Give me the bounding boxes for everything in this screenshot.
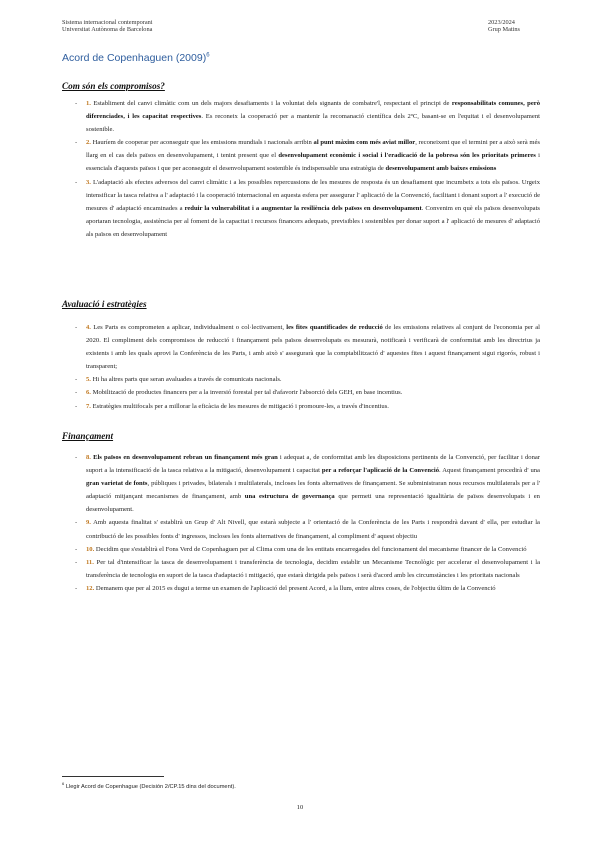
item-text-bold: reduir la vulnerabilitat i a augmentar la resiliència dels països en desenvolupament bbox=[184, 204, 422, 212]
item-text: Hauríem de cooperar per aconseguir que les emissions mundials i nacionals arribin bbox=[90, 139, 314, 147]
item-text-bold: responsabilitats comunes, però diferenciades, i les capacitat respectives bbox=[86, 100, 540, 121]
list-dash: - bbox=[75, 454, 78, 461]
item-text: Les Parts es comprometen a aplicar, individualment o col·lectivament, bbox=[90, 324, 287, 331]
footnote-mark: 6 bbox=[62, 781, 65, 786]
list-item bbox=[62, 400, 540, 413]
item-text: , públiques i privades, bilaterals i multilaterals, incloses les fonts alternatives de finançament. Se subministraran nous recursos multilaterals per a l' adaptació mitjançant mecanismes de finançament, amb bbox=[86, 480, 540, 501]
list-dash: - bbox=[75, 376, 78, 384]
item-number: 6. bbox=[86, 389, 91, 397]
item-text: de les emissions relatives al conjunt de l'economia per al 2020. El compliment dels compromisos de reducció i finançament pels països desenvolupats es mesurarà, notificarà i verificarà de conformitat amb les directrius ja existents i amb les quals aprovi la Conferència de les Parts, i amb això s' assegurarà que la comptabilització d' aquestes fites i aquest finançament sigui rigorós, robust i transparent; bbox=[86, 324, 540, 371]
footnote-text: Llegir Acord de Copenhague (Decisión 2/CP.15 dins del document). bbox=[64, 783, 236, 790]
item-text: que permeti una representació igualitària de països desenvolupats i en desenvolupament. bbox=[86, 493, 540, 514]
item-text: . Aquest finançament procedirà d' una bbox=[439, 467, 540, 475]
section-heading: Avaluació i estratègies bbox=[62, 299, 147, 309]
section-list bbox=[62, 97, 540, 241]
item-text-bold: Els països en desenvolupament rebran un finançament més gran bbox=[90, 454, 278, 461]
header-right bbox=[488, 19, 520, 34]
item-text: Estratègies multifocals per a millorar la eficàcia de les mesures de mitigació i promoure-les, a través d'incentius. bbox=[90, 402, 389, 410]
item-text: Establiment del canvi climàtic com un dels majors desafiaments i la voluntat dels signants de combatre'l, respectant el principi de bbox=[90, 100, 452, 107]
list-dash: - bbox=[75, 402, 78, 410]
item-text-bold: una estructura de governança bbox=[244, 493, 335, 501]
list-dash: - bbox=[75, 545, 78, 553]
title-text: Acord de Copenhaguen (2009) bbox=[62, 52, 207, 64]
item-text: . Convenim en què els països desenvolupats aportaran tecnologia, assistència per al foment de la capacitat i recursos financers adequats, previsibles i sostenibles per donar suport a l' aplicació de mesures d' adaptació als països en desenvolupament bbox=[86, 204, 540, 238]
header-year: 2023/2024 bbox=[488, 19, 515, 26]
list-dash: - bbox=[75, 389, 78, 397]
section-list bbox=[62, 321, 540, 413]
item-text-bold: per a reforçar l'aplicació de la Convenció bbox=[321, 467, 440, 475]
list-item bbox=[62, 97, 540, 136]
item-number: 2. bbox=[86, 139, 91, 147]
document-title bbox=[62, 52, 210, 64]
item-text: Demanem que per al 2015 es dugui a terme un examen de l'aplicació del present Acord, a la llum, entre altres coses, de l'objectiu últim de la Convenció bbox=[94, 584, 496, 592]
section-heading: Finançament bbox=[62, 431, 114, 441]
item-number: 12. bbox=[86, 584, 95, 592]
page-number: 10 bbox=[296, 804, 304, 811]
item-text: Amb aquesta finalitat s' establirà un Grup d' Alt Nivell, que estarà subjecte a l' orientació de la Conferència de les Parts i respondrà davant d' ella, per estudiar la contribució de les possibles fonts d' ingressos, incloses les fonts alternatives de finançament, al compliment d' aquest objectiu bbox=[86, 519, 540, 540]
list-item bbox=[62, 373, 540, 386]
list-item bbox=[62, 451, 540, 516]
list-item bbox=[62, 582, 540, 595]
list-item bbox=[62, 136, 540, 175]
list-dash: - bbox=[75, 519, 78, 527]
list-item bbox=[62, 556, 540, 582]
header-course: Sistema internacional contemporani bbox=[62, 19, 153, 26]
item-text: i adequat a, de conformitat amb les disposicions pertinents de la Convenció, per facilitar i donar suport a la intensificació de la tasca relativa a la mitigació, desenvolupament i capacitat bbox=[86, 454, 540, 475]
header-left bbox=[62, 19, 153, 34]
item-text-bold: les fites quantificades de reducció bbox=[286, 324, 383, 331]
list-dash: - bbox=[75, 558, 78, 566]
item-number: 1. bbox=[86, 100, 91, 107]
list-dash: - bbox=[75, 584, 78, 592]
item-text-bold: desenvolupament amb baixes emissions bbox=[385, 165, 497, 173]
item-text: Mobilització de productes financers per a la inversió forestal per tal d'afavorir l'absorció dels GEH, en base incentius. bbox=[90, 389, 403, 397]
section-list bbox=[62, 451, 540, 595]
item-text: Hi ha altres parts que seran avaluades a través de comunicats nacionals. bbox=[90, 376, 282, 384]
item-text-bold: desenvolupament econòmic i social i l'eradicació de la pobresa són les prioritats primeres bbox=[278, 152, 536, 160]
item-text: L'adaptació als efectes adversos del canvi climàtic i a les possibles repercussions de les mesures de resposta és un desafiament que incumbeix a tots els països. Urgeix intensificar la tasca relativa a l' adaptació i la cooperació internacional en aquesta esfera per assegurar l' aplicació de la Convenció, facilitant i donant suport a l' execució de mesures d' adaptació encaminades a bbox=[86, 178, 540, 212]
item-text: , reconeixent que el termini per a això serà més llarg en el cas dels països en desenvolupament, i tenint present que el bbox=[86, 139, 540, 160]
list-dash: - bbox=[75, 178, 78, 186]
item-text-bold: gran varietat de fonts bbox=[86, 480, 148, 488]
list-item bbox=[62, 321, 540, 373]
list-dash: - bbox=[75, 100, 78, 107]
item-number: 5. bbox=[86, 376, 91, 384]
list-item bbox=[62, 176, 540, 241]
item-text: i essencials d'aquests països i que per aconseguir el desenvolupament sostenible és indispensable una estratègia de bbox=[86, 152, 540, 173]
item-number: 11. bbox=[86, 558, 94, 566]
list-item bbox=[62, 386, 540, 399]
item-number: 10. bbox=[86, 545, 95, 553]
item-text: Per tal d'intensificar la tasca de desenvolupament i transferència de tecnologia, decidim establir un Mecanisme Tecnològic per accelerar el desenvolupament i la transferència de tecnologia en suport de la tasca d'adaptació i mitigació, que estarà dirigida pels països i serà d'acord amb les circumstàncies i les prioritats nacionals bbox=[86, 558, 540, 579]
footnote-divider bbox=[62, 776, 164, 777]
item-text: . Es reconeix la cooperació per a mantenir la recomanació científica dels 2ºC, basant-se en l'equitat i el desenvolupament sostenible. bbox=[86, 113, 540, 134]
item-number: 3. bbox=[86, 178, 91, 186]
header-university: Universitat Autònoma de Barcelona bbox=[62, 26, 153, 34]
item-text: Decidim que s'establirà el Fons Verd de Copenhaguen per al Clima com una de les entitats encarregades del funcionament del mecanisme financer de la Convenció bbox=[94, 545, 527, 553]
list-dash: - bbox=[75, 139, 78, 147]
list-dash: - bbox=[75, 324, 78, 331]
list-item bbox=[62, 516, 540, 542]
list-item bbox=[62, 543, 540, 556]
item-number: 9. bbox=[86, 519, 91, 527]
footnote bbox=[62, 781, 236, 790]
header-group: Grup Matins bbox=[488, 26, 521, 34]
title-footnote-mark[interactable]: 6 bbox=[206, 52, 210, 59]
item-number: 8. bbox=[86, 454, 91, 461]
item-number: 7. bbox=[86, 402, 91, 410]
section-heading: Com són els compromisos? bbox=[62, 81, 165, 91]
item-text-bold: al punt màxim com més aviat millor bbox=[313, 139, 416, 147]
item-number: 4. bbox=[86, 324, 91, 331]
